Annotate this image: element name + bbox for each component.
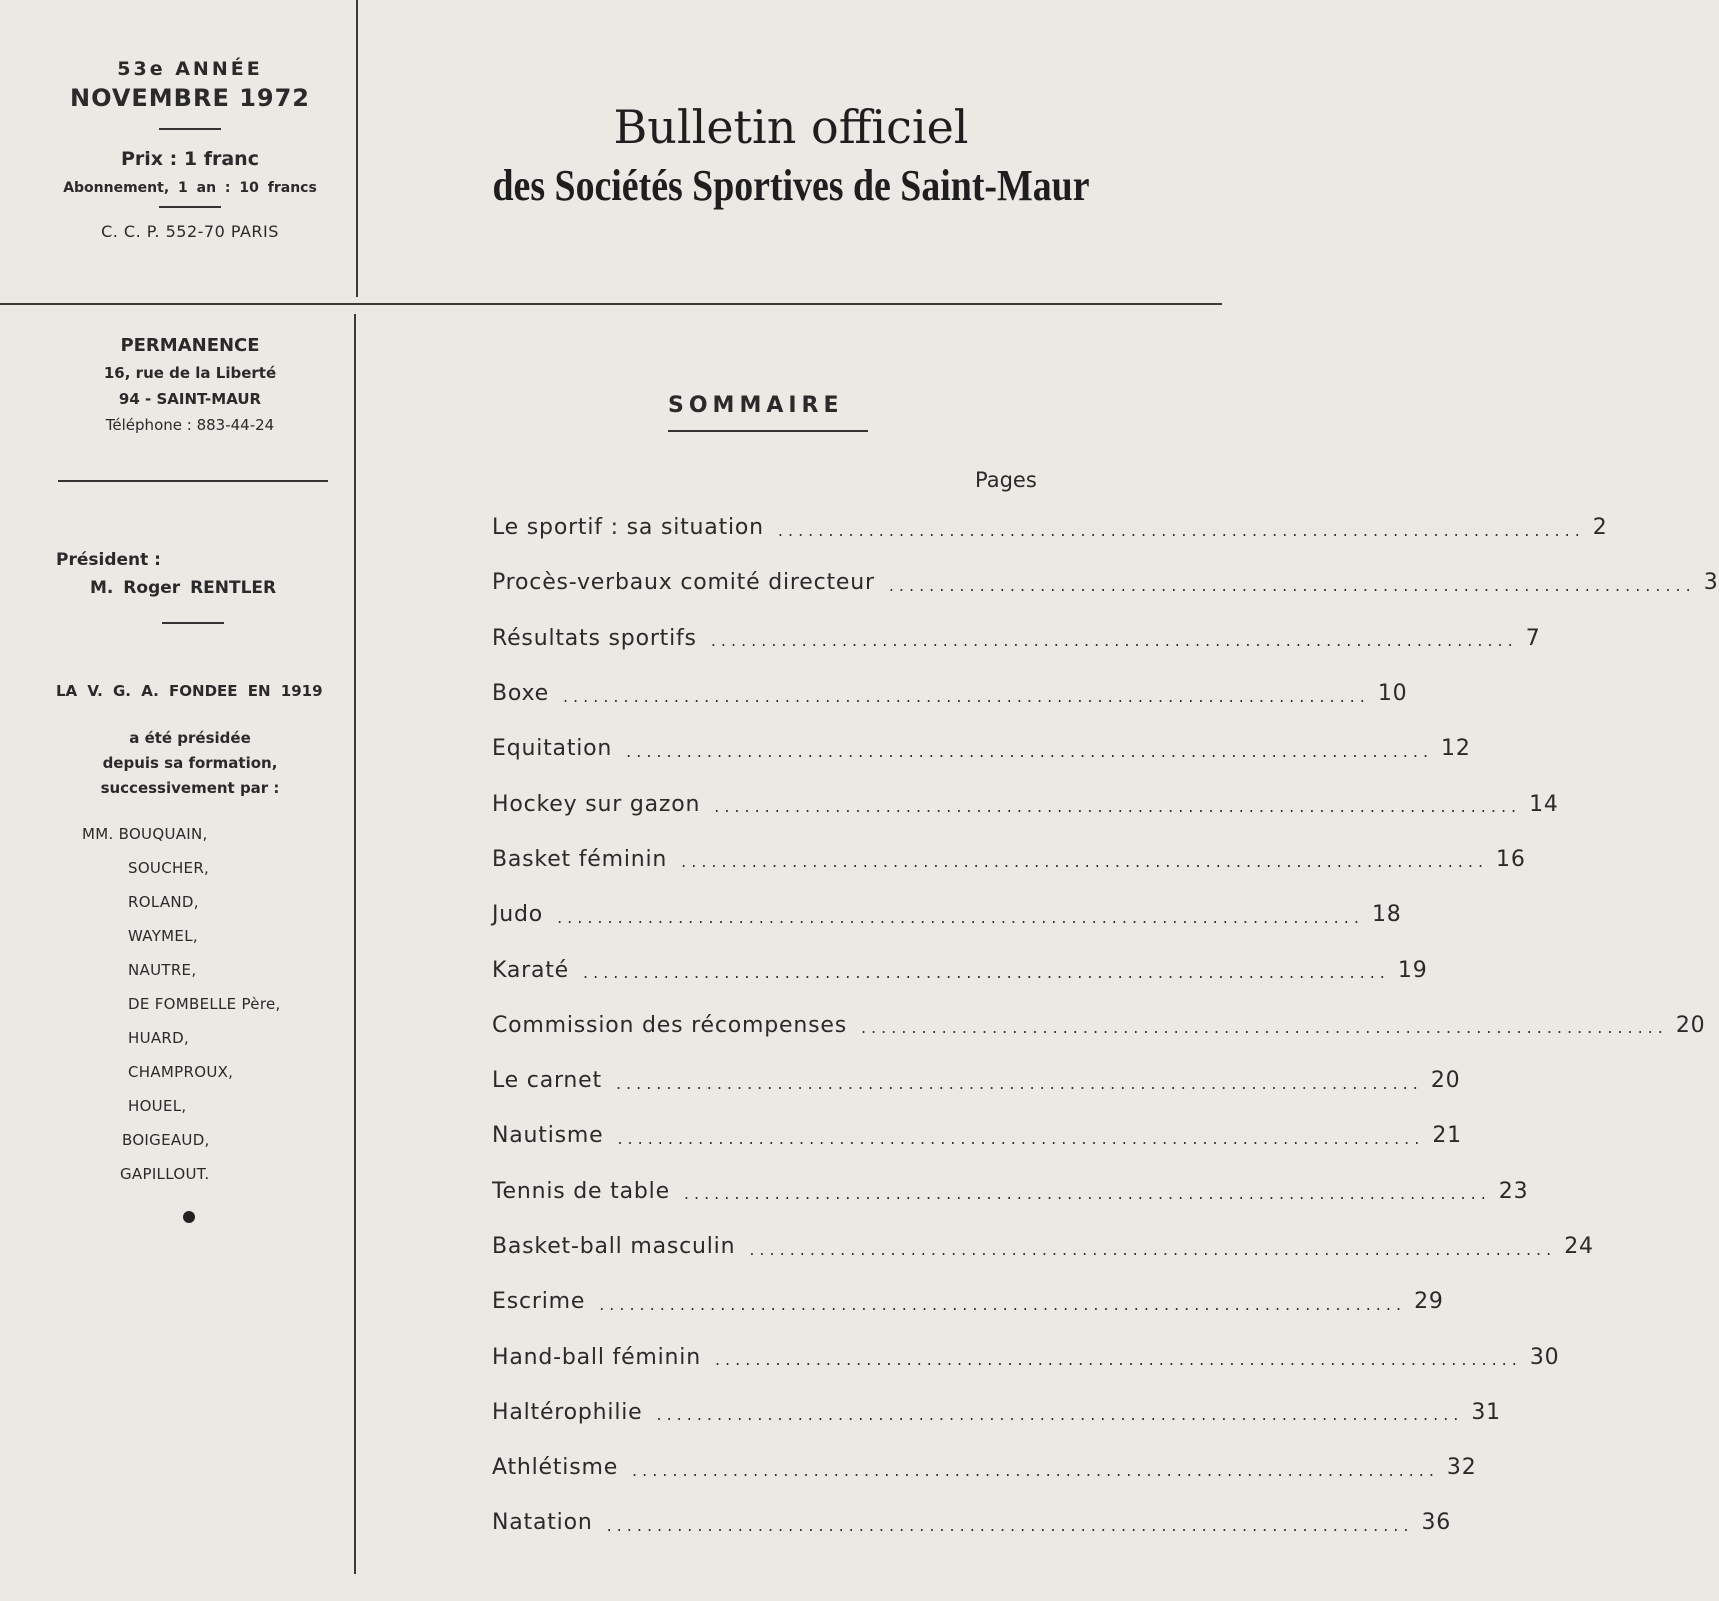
header-rule (0, 303, 1222, 305)
toc-entry-page: 3 (1703, 570, 1719, 596)
permanence-block (40, 335, 340, 434)
permanence-telephone: Téléphone : 883-44-24 (105, 416, 275, 434)
toc-entry (492, 1440, 1477, 1495)
masthead-info (40, 58, 340, 241)
title-line-2: des Sociétés Sportives de Saint-Maur (492, 161, 1090, 210)
vga-heading: LA V. G. A. FONDEE EN 1919 (56, 682, 323, 700)
toc-entry-page: 10 (1377, 681, 1408, 707)
toc-leader-dots: ................................................................................ (599, 1294, 1407, 1314)
toc-entry-page: 16 (1496, 846, 1526, 872)
sommaire-heading: SOMMAIRE (668, 393, 844, 418)
toc-entry (492, 1329, 1560, 1384)
toc-entry-page: 31 (1471, 1399, 1501, 1425)
president-list (82, 817, 382, 1191)
toc-entry-label: Judo (492, 902, 544, 928)
toc-entry (492, 998, 1706, 1053)
toc-entry (492, 500, 1608, 555)
divider (159, 128, 221, 130)
vga-sub-3: successivement par : (100, 779, 280, 797)
toc-entry-label: Hand-ball féminin (492, 1344, 701, 1370)
president-label: Président : (56, 550, 161, 570)
toc-entry-page: 24 (1564, 1234, 1594, 1259)
toc-entry-page: 19 (1397, 957, 1428, 983)
toc-leader-dots: ................................................................................ (632, 1460, 1439, 1480)
toc-entry (492, 555, 1719, 610)
toc-entry-label: Escrime (492, 1289, 586, 1315)
toc-leader-dots: ................................................................................ (888, 575, 1696, 595)
toc-entry (492, 1219, 1594, 1274)
divider (58, 480, 328, 482)
toc-entry-page: 29 (1414, 1289, 1444, 1315)
toc-leader-dots: ................................................................................ (615, 1073, 1423, 1093)
end-mark-icon (183, 1211, 195, 1223)
toc-entry-label: Athlétisme (492, 1455, 619, 1481)
price: Prix : 1 franc (121, 148, 259, 170)
toc-entry-label: Natation (492, 1510, 593, 1536)
president-name: M. Roger RENTLER (90, 578, 277, 598)
toc-leader-dots: ................................................................................ (683, 1184, 1491, 1204)
toc-entry-label: Nautisme (492, 1123, 604, 1149)
toc-entry (492, 666, 1408, 721)
divider (162, 622, 224, 624)
title-line-1: Bulletin officiel (613, 100, 969, 154)
bulletin-title (360, 100, 1222, 211)
toc-entry-page: 7 (1525, 625, 1541, 651)
pages-label: Pages (975, 468, 1037, 492)
toc-leader-dots: ................................................................................ (777, 520, 1585, 540)
list-item: SOUCHER, (128, 859, 210, 877)
issue-date: NOVEMBRE 1972 (69, 84, 310, 112)
vga-subtitle (40, 726, 340, 801)
toc-entry (492, 776, 1559, 831)
list-item: HUARD, (128, 1029, 190, 1047)
list-item: GAPILLOUT. (120, 1165, 210, 1183)
list-item: MM. BOUQUAIN, (82, 825, 208, 843)
permanence-title: PERMANENCE (120, 335, 260, 356)
toc-leader-dots: ................................................................................ (710, 631, 1518, 651)
toc-entry-label: Le sportif : sa situation (492, 515, 764, 541)
toc-entry-label: Tennis de table (492, 1178, 670, 1204)
toc-leader-dots: ................................................................................ (626, 741, 1434, 761)
permanence-street: 16, rue de la Liberté (103, 364, 277, 382)
toc-leader-dots: ................................................................................ (749, 1239, 1557, 1259)
toc-leader-dots: ................................................................................ (656, 1405, 1464, 1425)
toc-entry-label: Boxe (492, 681, 549, 707)
toc-entry-page: 12 (1441, 736, 1471, 762)
vga-sub-2: depuis sa formation, (102, 754, 278, 772)
toc-entry-page: 21 (1432, 1123, 1462, 1149)
ccp-account: C. C. P. 552-70 PARIS (101, 222, 279, 241)
toc-entry-page: 18 (1371, 902, 1402, 928)
toc-entry-page: 32 (1446, 1455, 1477, 1481)
toc-entry-label: Equitation (492, 736, 613, 762)
toc-entry (492, 721, 1471, 776)
list-item: WAYMEL, (128, 927, 198, 945)
toc-entry (492, 1053, 1461, 1108)
toc-entry-label: Résultats sportifs (492, 625, 697, 651)
toc-entry (492, 887, 1402, 942)
toc-leader-dots: ................................................................................ (557, 907, 1364, 927)
toc-entry-label: Basket-ball masculin (492, 1234, 736, 1259)
permanence-city: 94 - SAINT-MAUR (118, 390, 262, 408)
toc-entry-page: 20 (1430, 1068, 1461, 1094)
toc-entry-label: Haltérophilie (492, 1399, 643, 1425)
toc-leader-dots: ................................................................................ (583, 963, 1390, 983)
president-block (56, 550, 356, 598)
toc-entry-label: Hockey sur gazon (492, 791, 701, 817)
toc-leader-dots: ................................................................................ (714, 797, 1522, 817)
toc-entry (492, 1164, 1529, 1219)
toc-entry-label: Procès-verbaux comité directeur (492, 570, 875, 596)
toc-entry-page: 2 (1592, 515, 1608, 541)
toc-leader-dots: ................................................................................ (714, 1350, 1522, 1370)
list-item: ROLAND, (128, 893, 199, 911)
table-of-contents (492, 500, 1719, 1551)
toc-entry-label: Karaté (492, 957, 570, 983)
toc-leader-dots: ................................................................................ (860, 1018, 1668, 1038)
list-item: NAUTRE, (128, 961, 197, 979)
subscription: Abonnement, 1 an : 10 francs (63, 180, 317, 196)
toc-entry (492, 1385, 1501, 1440)
list-item: HOUEL, (128, 1097, 187, 1115)
toc-entry-label: Commission des récompenses (492, 1012, 847, 1038)
toc-entry (492, 1274, 1444, 1329)
annee: 53e ANNÉE (117, 58, 263, 80)
toc-entry-page: 14 (1529, 791, 1559, 817)
toc-leader-dots: ................................................................................ (606, 1515, 1414, 1535)
toc-entry (492, 942, 1428, 997)
toc-entry-page: 23 (1498, 1178, 1529, 1204)
toc-entry-page: 36 (1421, 1510, 1452, 1536)
toc-entry-label: Le carnet (492, 1068, 602, 1094)
masthead-divider (356, 0, 358, 297)
vga-sub-1: a été présidée (129, 729, 251, 747)
divider (159, 206, 221, 208)
toc-entry (492, 611, 1541, 666)
toc-entry-page: 30 (1529, 1344, 1560, 1370)
toc-leader-dots: ................................................................................ (562, 686, 1370, 706)
toc-leader-dots: ................................................................................ (681, 852, 1489, 872)
list-item: DE FOMBELLE Père, (128, 995, 281, 1013)
vga-block (56, 682, 346, 700)
toc-entry (492, 1495, 1452, 1550)
list-item: CHAMPROUX, (128, 1063, 234, 1081)
toc-entry (492, 832, 1526, 887)
list-item: BOIGEAUD, (122, 1131, 210, 1149)
sommaire-underline (668, 430, 868, 432)
toc-leader-dots: ................................................................................ (617, 1128, 1425, 1148)
toc-entry-page: 20 (1675, 1012, 1706, 1038)
toc-entry-label: Basket féminin (492, 846, 668, 872)
toc-entry (492, 1108, 1462, 1163)
